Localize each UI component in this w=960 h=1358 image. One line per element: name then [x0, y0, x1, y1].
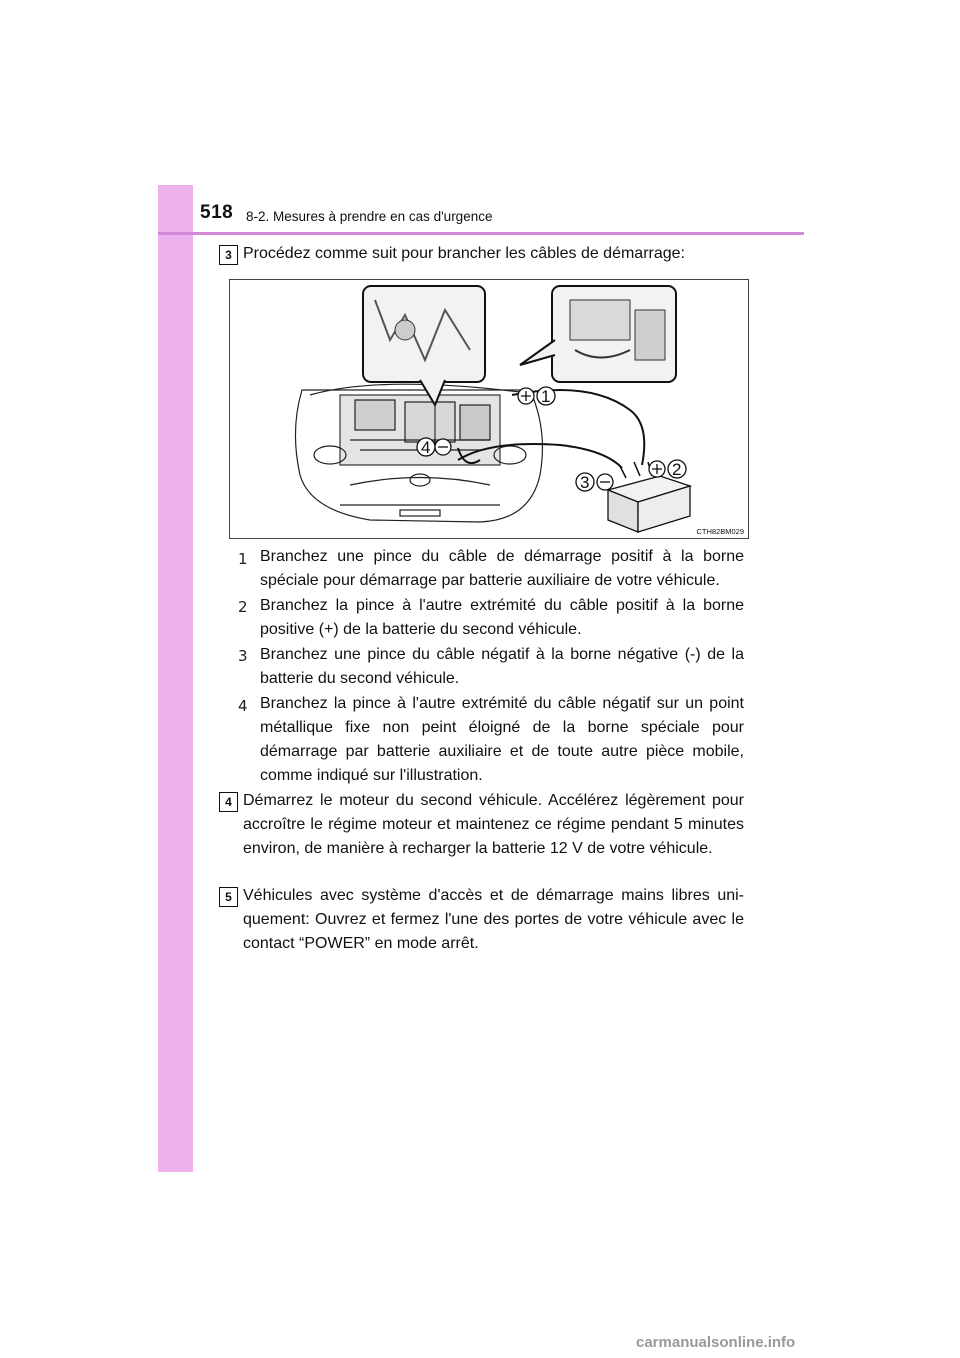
jump-start-illustration	[229, 279, 749, 539]
chapter-tab-bar	[158, 185, 193, 1172]
step-number-3: 3	[219, 245, 238, 265]
substep-3-text: Branchez une pince du câble négatif à la borne négative (-) de la batterie du second véhicule.	[260, 646, 744, 687]
figure-code: CTH82BM029	[696, 527, 744, 536]
substep-number-4: 4	[238, 697, 248, 715]
substep-2-text: Branchez la pince à l'autre extrémité du câble positif à la borne positive (+) de la batterie du second véhicule.	[260, 597, 744, 638]
callout-3-label: 3	[580, 473, 590, 492]
callout-4-label: 4	[421, 438, 431, 457]
callout-2-label: 2	[672, 460, 682, 479]
page-number: 518	[200, 202, 234, 223]
callout-2	[649, 460, 686, 479]
step-number-4: 4	[219, 792, 238, 812]
substep-1-text: Branchez une pince du câble de démarrage positif à la borne spéciale pour démarrage par batterie auxiliaire de votre véhicule.	[260, 548, 744, 589]
header-rule	[158, 232, 804, 235]
substep-number-2: 2	[238, 598, 248, 616]
substep-number-1: 1	[238, 550, 248, 568]
callout-1-label: 1	[541, 387, 551, 406]
substep-4-text: Branchez la pince à l'autre extrémité du câble négatif sur un point métallique fixe non peint éloigné de la borne spéciale pour démarrage par batterie auxiliaire et de toute autre pièce mobile, comme indiqué sur l'illustration.	[260, 695, 744, 784]
step-5-text: Véhicules avec système d'accès et de démarrage mains libres uni-quement: Ouvrez et fermez l'une des portes de votre véhicule avec le contact “POWER” en mode arrêt.	[243, 887, 744, 952]
section-title: 8-2. Mesures à prendre en cas d'urgence	[246, 209, 493, 224]
callout-1	[518, 387, 555, 406]
step-number-5: 5	[219, 887, 238, 907]
step-3-text: Procédez comme suit pour brancher les câbles de démarrage:	[243, 245, 685, 262]
inset-bubble-ground-point	[520, 286, 676, 382]
callout-3	[576, 473, 613, 492]
step-4-text: Démarrez le moteur du second véhicule. Accélérez légèrement pour accroître le régime moteur et maintenez ce régime pendant 5 minutes environ, de manière à recharger la batterie 12 V de votre véhicule.	[243, 792, 744, 857]
substep-number-3: 3	[238, 647, 248, 665]
watermark: carmanualsonline.info	[636, 1334, 796, 1351]
